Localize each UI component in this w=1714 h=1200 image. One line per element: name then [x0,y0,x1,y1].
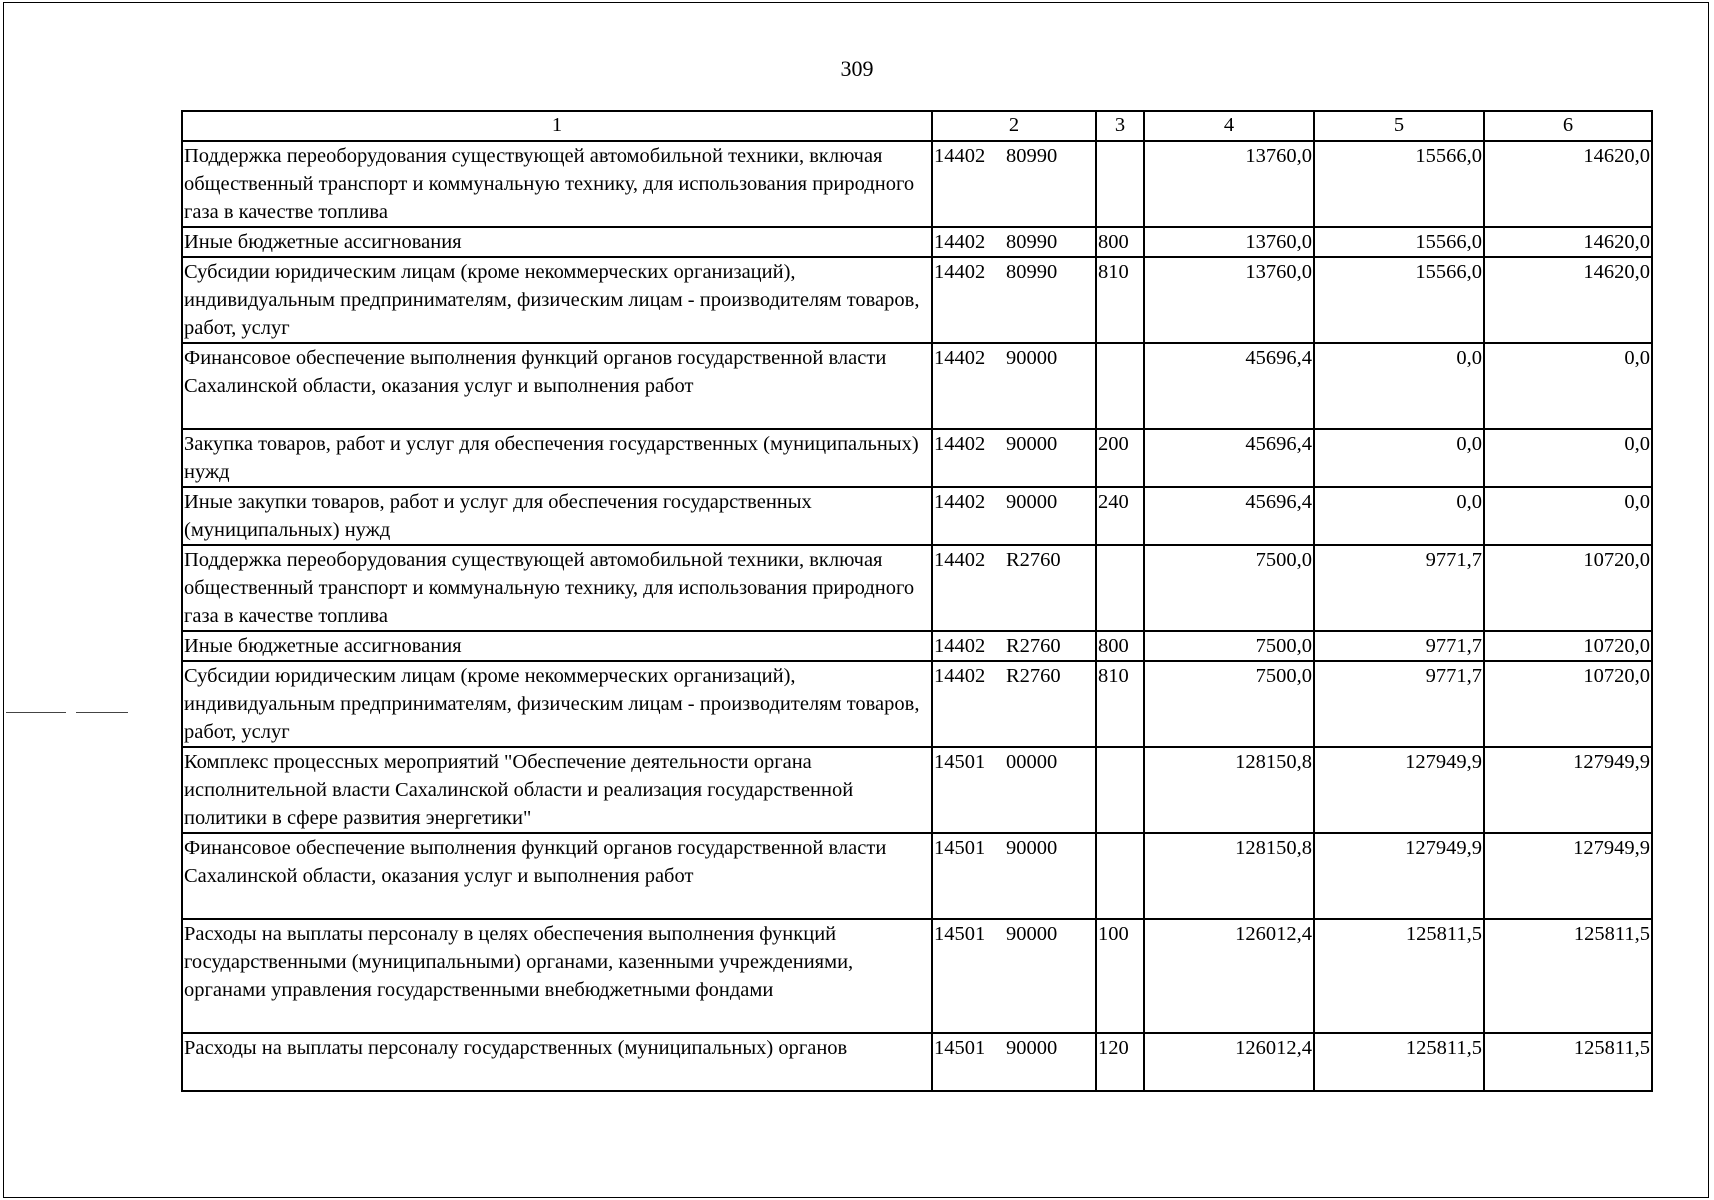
target-article-cell [932,141,1096,227]
target-article-cell [932,747,1096,833]
direction-code: 90000 [1006,837,1058,859]
program-code: 14402 [934,549,986,571]
expense-name-cell: Поддержка переоборудования существующей автомобильной техники, включая общественный транспорт и коммунальную технику, для использования природного газа в качестве топлива [182,141,932,227]
target-article-cell [932,545,1096,631]
expense-name-cell: Иные закупки товаров, работ и услуг для обеспечения государственных (муниципальных) нужд [182,487,932,545]
target-article-cell [932,833,1096,919]
direction-code: 90000 [1006,433,1058,455]
expense-name-cell: Расходы на выплаты персоналу государственных (муниципальных) органов [182,1033,932,1091]
program-code: 14402 [934,491,986,513]
table-row [182,919,1652,1033]
direction-code: R2760 [1006,635,1061,657]
amount-year-1-cell: 45696,4 [1144,343,1314,429]
amount-year-1-cell: 45696,4 [1144,429,1314,487]
direction-code: 80990 [1006,231,1058,253]
expense-name-cell: Комплекс процессных мероприятий "Обеспечение деятельности органа исполнительной власти Сахалинской области и реализация государственной политики в сфере развития энергетики" [182,747,932,833]
table-row [182,429,1652,487]
amount-year-2-cell: 0,0 [1314,429,1484,487]
program-code: 14402 [934,347,986,369]
scan-mark [6,712,66,713]
direction-code: 80990 [1006,145,1058,167]
amount-year-3-cell: 127949,9 [1484,747,1652,833]
direction-code: 00000 [1006,751,1058,773]
table-row [182,257,1652,343]
target-article-cell [932,343,1096,429]
expense-type-cell [1096,747,1144,833]
table-row [182,141,1652,227]
column-header-1: 1 [182,111,932,141]
program-code: 14402 [934,635,986,657]
amount-year-1-cell: 126012,4 [1144,919,1314,1033]
column-header-6: 6 [1484,111,1652,141]
amount-year-2-cell: 15566,0 [1314,257,1484,343]
amount-year-2-cell: 0,0 [1314,487,1484,545]
amount-year-2-cell: 0,0 [1314,343,1484,429]
amount-year-2-cell: 125811,5 [1314,919,1484,1033]
amount-year-1-cell: 13760,0 [1144,227,1314,257]
target-article-cell [932,631,1096,661]
amount-year-1-cell: 13760,0 [1144,141,1314,227]
expense-type-cell [1096,545,1144,631]
program-code: 14402 [934,433,986,455]
target-article-cell [932,661,1096,747]
target-article-cell [932,919,1096,1033]
amount-year-3-cell: 10720,0 [1484,631,1652,661]
expense-name-cell: Иные бюджетные ассигнования [182,227,932,257]
column-header-4: 4 [1144,111,1314,141]
amount-year-3-cell: 0,0 [1484,487,1652,545]
target-article-cell [932,257,1096,343]
amount-year-1-cell: 13760,0 [1144,257,1314,343]
expense-type-cell: 810 [1096,661,1144,747]
expense-type-cell [1096,833,1144,919]
column-header-5: 5 [1314,111,1484,141]
program-code: 14402 [934,231,986,253]
expense-type-cell [1096,141,1144,227]
amount-year-2-cell: 125811,5 [1314,1033,1484,1091]
amount-year-1-cell: 126012,4 [1144,1033,1314,1091]
amount-year-3-cell: 10720,0 [1484,661,1652,747]
amount-year-3-cell: 125811,5 [1484,1033,1652,1091]
table-body [182,141,1652,1091]
budget-table [181,110,1653,1092]
amount-year-3-cell: 14620,0 [1484,257,1652,343]
expense-type-cell: 800 [1096,227,1144,257]
expense-name-cell: Финансовое обеспечение выполнения функций органов государственной власти Сахалинской области, оказания услуг и выполнения работ [182,833,932,919]
target-article-cell [932,487,1096,545]
table-row [182,487,1652,545]
program-code: 14402 [934,665,986,687]
amount-year-2-cell: 9771,7 [1314,545,1484,631]
amount-year-2-cell: 9771,7 [1314,661,1484,747]
amount-year-3-cell: 10720,0 [1484,545,1652,631]
amount-year-3-cell: 127949,9 [1484,833,1652,919]
expense-name-cell: Закупка товаров, работ и услуг для обеспечения государственных (муниципальных) нужд [182,429,932,487]
table-row [182,661,1652,747]
column-header-3: 3 [1096,111,1144,141]
direction-code: 90000 [1006,347,1058,369]
amount-year-1-cell: 7500,0 [1144,661,1314,747]
direction-code: R2760 [1006,665,1061,687]
expense-name-cell: Иные бюджетные ассигнования [182,631,932,661]
table-row [182,631,1652,661]
direction-code: 90000 [1006,491,1058,513]
program-code: 14501 [934,1037,986,1059]
amount-year-3-cell: 14620,0 [1484,141,1652,227]
amount-year-3-cell: 0,0 [1484,429,1652,487]
target-article-cell [932,1033,1096,1091]
program-code: 14501 [934,923,986,945]
expense-type-cell: 800 [1096,631,1144,661]
amount-year-2-cell: 15566,0 [1314,141,1484,227]
amount-year-1-cell: 7500,0 [1144,545,1314,631]
expense-type-cell: 240 [1096,487,1144,545]
amount-year-2-cell: 127949,9 [1314,833,1484,919]
expense-name-cell: Поддержка переоборудования существующей автомобильной техники, включая общественный транспорт и коммунальную технику, для использования природного газа в качестве топлива [182,545,932,631]
target-article-cell [932,429,1096,487]
target-article-cell [932,227,1096,257]
expense-name-cell: Субсидии юридическим лицам (кроме некоммерческих организаций), индивидуальным предпринимателям, физическим лицам - производителям товаров, работ, услуг [182,661,932,747]
table-row [182,545,1652,631]
program-code: 14402 [934,145,986,167]
page-number: 309 [840,56,874,81]
column-header-2: 2 [932,111,1096,141]
amount-year-1-cell: 7500,0 [1144,631,1314,661]
amount-year-3-cell: 14620,0 [1484,227,1652,257]
amount-year-1-cell: 128150,8 [1144,747,1314,833]
table-row [182,343,1652,429]
expense-type-cell: 100 [1096,919,1144,1033]
table-row [182,1033,1652,1091]
amount-year-3-cell: 0,0 [1484,343,1652,429]
header-row [182,111,1652,141]
amount-year-2-cell: 15566,0 [1314,227,1484,257]
expense-type-cell: 120 [1096,1033,1144,1091]
table-row [182,227,1652,257]
program-code: 14402 [934,261,986,283]
expense-name-cell: Расходы на выплаты персоналу в целях обеспечения выполнения функций государственными (муниципальными) органами, казенными учреждениями, органами управления государственными внебюджетными фондами [182,919,932,1033]
program-code: 14501 [934,837,986,859]
program-code: 14501 [934,751,986,773]
direction-code: 80990 [1006,261,1058,283]
expense-type-cell: 810 [1096,257,1144,343]
amount-year-1-cell: 128150,8 [1144,833,1314,919]
amount-year-3-cell: 125811,5 [1484,919,1652,1033]
expense-type-cell [1096,343,1144,429]
table-row [182,747,1652,833]
scan-mark [76,712,128,713]
expense-name-cell: Финансовое обеспечение выполнения функций органов государственной власти Сахалинской области, оказания услуг и выполнения работ [182,343,932,429]
amount-year-2-cell: 9771,7 [1314,631,1484,661]
direction-code: 90000 [1006,923,1058,945]
direction-code: 90000 [1006,1037,1058,1059]
amount-year-2-cell: 127949,9 [1314,747,1484,833]
table-row [182,833,1652,919]
expense-type-cell: 200 [1096,429,1144,487]
amount-year-1-cell: 45696,4 [1144,487,1314,545]
direction-code: R2760 [1006,549,1061,571]
expense-name-cell: Субсидии юридическим лицам (кроме некоммерческих организаций), индивидуальным предпринимателям, физическим лицам - производителям товаров, работ, услуг [182,257,932,343]
